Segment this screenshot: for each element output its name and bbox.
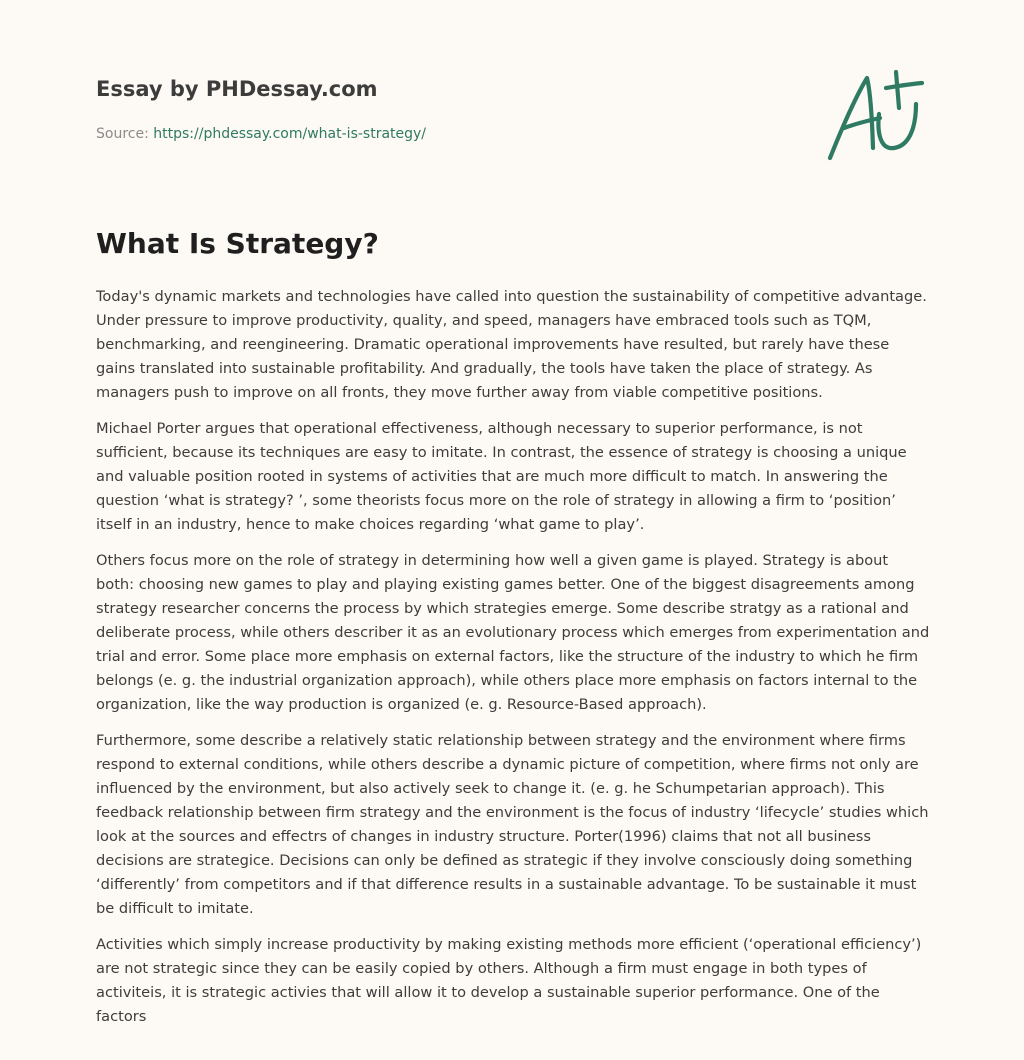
source-line: [96, 124, 696, 144]
article-paragraph: Activities which simply increase productivity by making existing methods more efficient (‘operational efficiency’) are not strategic since they can be easily copied by others. Although a firm must engage in both types of activiteis, it is strategic activies that will allow it to develop a sustainable superior performance. One of the factors: [96, 936, 922, 1025]
site-brand: Essay by PHDessay.com: [96, 77, 378, 101]
source-link[interactable]: https://phdessay.com/what-is-strategy/: [153, 126, 427, 142]
article-paragraph: Michael Porter argues that operational effectiveness, although necessary to superior performance, is not sufficient, because its techniques are easy to imitate. In contrast, the essence of strategy is choosing a unique and valuable position rooted in systems of activities that are much more difficult to match. In answering the question ‘what is strategy? ’, some theorists focus more on the role of strategy in allowing a firm to ‘position’ itself in an industry, hence to make choices regarding ‘what game to play’.: [96, 420, 907, 533]
article-body: [96, 285, 930, 1041]
article-paragraph: Others focus more on the role of strategy in determining how well a given game is played. Strategy is about both: choosing new games to play and playing existing games better. One of the biggest disagreements among strategy researcher concerns the process by which strategies emerge. Some describe stratgy as a rational and deliberate process, while others describer it as an evolutionary process which emerges from experimentation and trial and error. Some place more emphasis on external factors, like the structure of the industry to which he firm belongs (e. g. the industrial organization approach), while others place more emphasis on factors internal to the organization, like the way production is organized (e. g. Resource-Based approach).: [96, 552, 930, 713]
page-header: [96, 74, 696, 144]
article-title: What Is Strategy?: [96, 227, 379, 260]
article-paragraph: Furthermore, some describe a relatively static relationship between strategy and the environment where firms respond to external conditions, while others describe a dynamic picture of competition, where firms not only are influenced by the environment, but also actively seek to change it. (e. g. he Schumpetarian approach). This feedback relationship between firm strategy and the environment is the focus of industry ‘lifecycle’ studies which look at the sources and effectrs of changes in industry structure. Porter(1996) claims that not all business decisions are strategice. Decisions can only be defined as strategic if they involve consciously doing something ‘differently’ from competitors and if that difference results in a sustainable advantage. To be sustainable it must be difficult to imitate.: [96, 732, 929, 917]
article-paragraph: Today's dynamic markets and technologies have called into question the sustainability of competitive advantage. Under pressure to improve productivity, quality, and speed, managers have embraced tools such as TQM, benchmarking, and reengineering. Dramatic operational improvements have resulted, but rarely have these gains translated into sustainable profitability. And gradually, the tools have taken the place of strategy. As managers push to improve on all fronts, they move further away from viable competitive positions.: [96, 288, 927, 401]
a-plus-logo-icon: [822, 68, 932, 164]
source-label: Source:: [96, 126, 149, 142]
